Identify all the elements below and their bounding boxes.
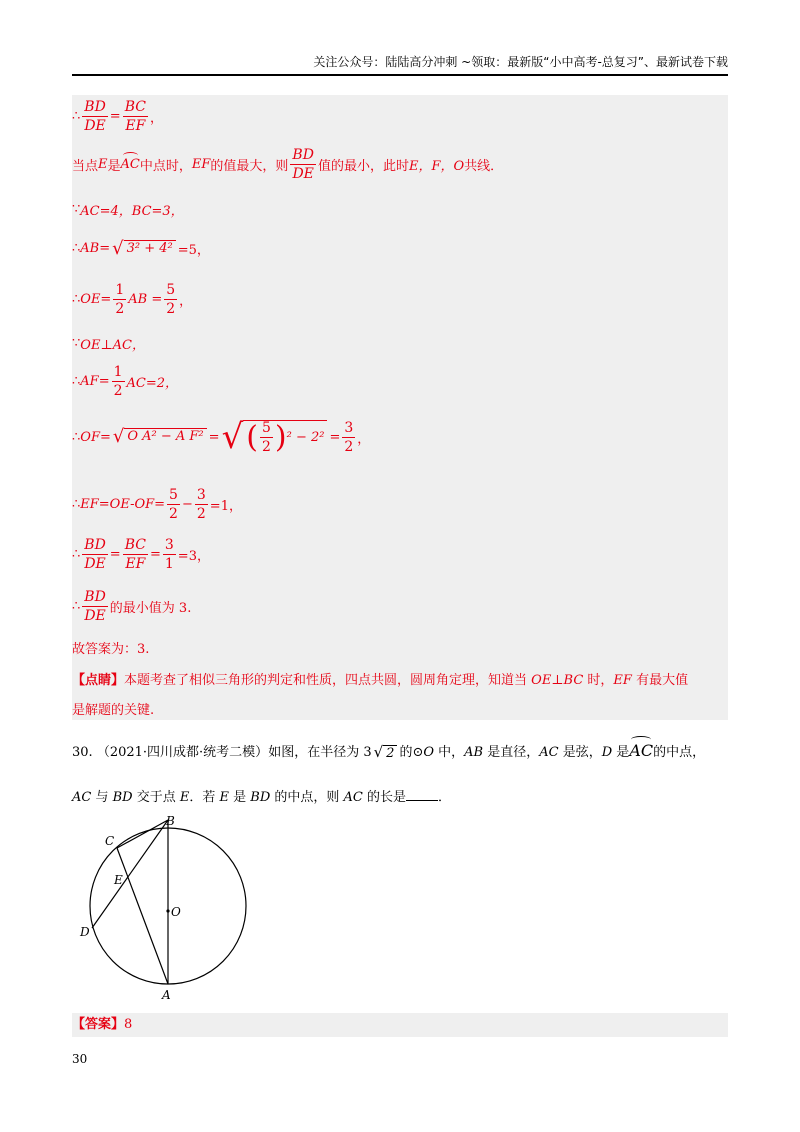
page-header — [72, 52, 728, 76]
fraction-one-half: $\frac{1}{2}$ — [115, 282, 125, 317]
answer-tag: 【答案】 — [72, 1017, 125, 1032]
answer-block — [72, 1013, 728, 1037]
label-a: A — [162, 988, 171, 1002]
solution-line-4: ∴ AB= √ 3² + 4² =5， — [72, 237, 210, 259]
answer-blank — [406, 788, 438, 801]
fraction-bc-ef: $\frac{BC}{EF}$ — [124, 99, 146, 134]
solution-line-8: ∴ OF= √ O A² − A F² = √ ( $\frac{5}{2}$ ) ² − 2² = $\frac{3}{2}$ ， — [72, 417, 371, 457]
sqrt-nested: √ ( $\frac{5}{2}$ ) ² − 2² — [222, 420, 328, 454]
question-line-2: AC 与 BD 交于点 E．若 E 是 BD 的中点，则 AC 的长是 ． — [72, 790, 452, 805]
chord-bd — [92, 820, 168, 928]
center-point — [166, 909, 169, 912]
solution-block — [72, 95, 728, 720]
solution-line-7: ∴ AF= $\frac{1}{2}$ AC=2， — [72, 364, 179, 399]
geometry-figure — [72, 810, 262, 1009]
solution-line-10: ∴ $\frac{BD}{DE}$ = $\frac{BC}{EF}$ = $\frac{3}{1}$ =3， — [72, 537, 210, 572]
solution-line-5: ∴ OE= $\frac{1}{2}$ AB = $\frac{5}{2}$ ， — [72, 282, 193, 317]
solution-line-12: 故答案为：3. — [72, 642, 150, 657]
fraction-five-halves: $\frac{5}{2}$ — [166, 282, 176, 317]
question-number: 30. — [72, 745, 93, 760]
question-source: （2021·四川成都·统考二模） — [96, 745, 269, 760]
arc-ac: AC — [629, 741, 654, 760]
comment-block: 【点睛】本题考查了相似三角形的判定和性质，四点共圆，圆周角定理，知道当 OE⊥BC 时，EF 有最大值 是解题的关键. — [72, 673, 689, 718]
solution-line-11: ∴ $\frac{BD}{DE}$ 的最小值为 3. — [72, 589, 192, 624]
header-text: 关注公众号：陆陆高分冲刺 ~领取：最新版“小中高考-总复习”、最新试卷下载 — [313, 55, 728, 69]
comment-tag: 【点睛】 — [72, 673, 125, 688]
chord-ac — [117, 848, 168, 984]
arc-ac: AC — [120, 157, 140, 172]
fraction-three-halves: $\frac{3}{2}$ — [344, 419, 354, 455]
question-line-1: 30. （2021·四川成都·统考二模）如图，在半径为 3 √ 2 的⊙O 中，AB 是直径，AC 是弦，D 是AC的中点， — [72, 741, 706, 761]
solution-line-2: 当点 E 是 AC 中点时， EF 的值最大，则 $\frac{BD}{DE}$ 值的最小，此时 E，F，O 共线． — [72, 147, 504, 182]
solution-line-3: ∵ AC=4，BC=3， — [72, 202, 184, 219]
sqrt-oa-af: √ O A² − A F² — [113, 428, 207, 446]
label-b: B — [166, 814, 175, 828]
label-d: D — [80, 925, 90, 939]
page-number: 30 — [72, 1052, 88, 1066]
solution-line-9: ∴ EF=OE-OF= $\frac{5}{2}$ − $\frac{3}{2}$ =1， — [72, 487, 242, 522]
solution-line-1: ∴ $\frac{BD}{DE}$ = $\frac{BC}{EF}$ ， — [72, 99, 163, 134]
fraction-one-half: $\frac{1}{2}$ — [113, 364, 123, 399]
solution-line-6: ∵ OE⊥AC， — [72, 336, 145, 353]
label-o: O — [171, 905, 181, 919]
therefore-symbol: ∴ — [72, 109, 81, 124]
sqrt-expression: √ 3² + 4² — [112, 240, 176, 258]
label-e: E — [114, 873, 123, 887]
circle-diagram — [72, 810, 262, 1005]
answer-value: 8 — [124, 1017, 133, 1032]
fraction-bd-de: $\frac{BD}{DE}$ — [292, 147, 314, 182]
label-c: C — [105, 834, 115, 848]
chord-cb — [117, 820, 168, 848]
fraction-bd-de: $\frac{BD}{DE}$ — [84, 99, 106, 134]
